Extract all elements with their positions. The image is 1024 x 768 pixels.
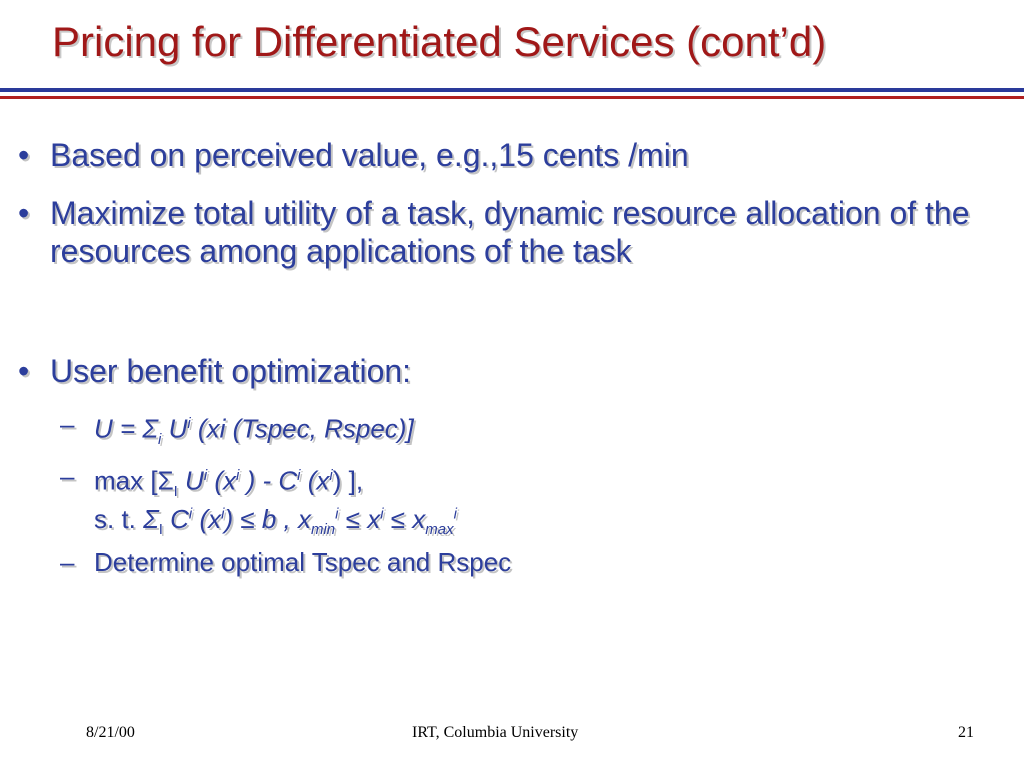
bullet-marker: • — [18, 137, 30, 173]
bullet-text: User benefit optimization: — [50, 353, 412, 389]
subbullet-marker: – — [60, 547, 75, 577]
bullet-text: Based on perceived value, e.g.,15 cents /min — [50, 137, 689, 173]
bullet-marker: • — [18, 195, 30, 231]
constraint-formula: s. t. $\Sigma_I$ $C^i$ $(x^i) \le b$ , $x_{min}^i \le x^i \le x_{max}^i$ — [94, 503, 457, 538]
title-divider-blue — [0, 88, 1024, 92]
footer-page-number: 21 — [958, 724, 974, 741]
bullet-text: Maximize total utility of a task, dynamic resource allocation of the resources among applications of the task — [50, 195, 970, 269]
footer-organization: IRT, Columbia University — [412, 724, 579, 741]
footer-date: 8/21/00 — [86, 724, 135, 741]
subbullet-formula-max: $\max [\Sigma_I$ $U^i$ ($x^i$ ) - $C^i$ $(x^i)$ ], — [94, 465, 364, 500]
bullet-marker: • — [18, 353, 30, 389]
subbullet-formula-utility: $U = \Sigma_i$ $U^i$ (xi (Tspec, Rspec)] — [94, 413, 414, 448]
slide-title: Pricing for Differentiated Services (cont’d) — [52, 18, 827, 65]
title-divider-red — [0, 96, 1024, 99]
subbullet-marker: – — [60, 409, 75, 439]
subbullet-constraint — [94, 498, 457, 546]
subbullet-marker: – — [60, 461, 75, 491]
subbullet-text: Determine optimal Tspec and Rspec — [94, 547, 512, 577]
